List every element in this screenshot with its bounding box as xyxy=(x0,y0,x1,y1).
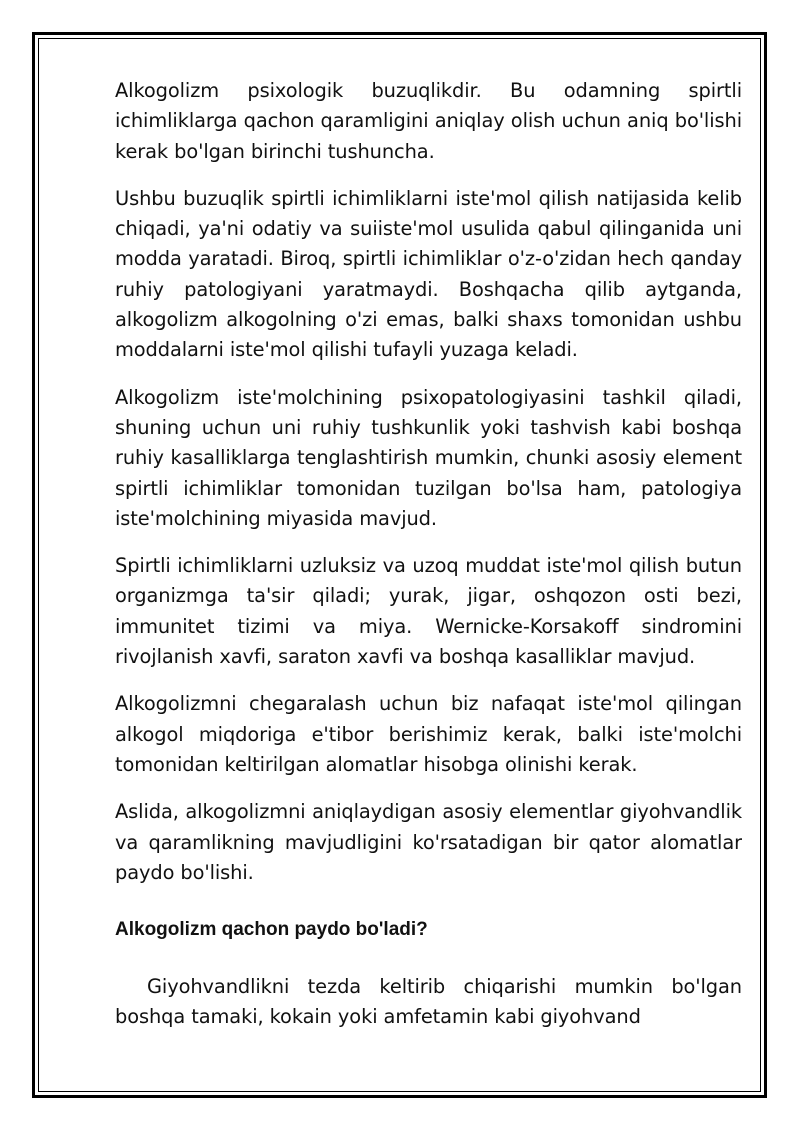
paragraph: Ushbu buzuqlik spirtli ichimliklarni iste'mol qilish natijasida kelib chiqadi, ya'ni odatiy va suiiste'mol usulida qabul qilinganida uni modda yaratadi. Biroq, spirtli ichimliklar o'z-o'zidan hech qanday ruhiy patologiyani yaratmaydi. Boshqacha qilib aytganda, alkogolizm alkogolning o'zi emas, balki shaxs tomonidan ushbu moddalarni iste'mol qilishi tufayli yuzaga keladi. xyxy=(115,186,742,362)
document-body xyxy=(115,76,742,1066)
paragraph: Alkogolizm iste'molchining psixopatologiyasini tashkil qiladi, shuning uchun uni ruhiy tushkunlik yoki tashvish kabi boshqa ruhiy kasalliklarga tenglashtirish mumkin, chunki asosiy element spirtli ichimliklar tomonidan tuzilgan bo'lsa ham, patologiya iste'molchining miyasida mavjud. xyxy=(115,385,742,530)
paragraph: Giyohvandlikni tezda keltirib chiqarishi mumkin bo'lgan boshqa tamaki, kokain yoki amfetamin kabi giyohvand xyxy=(115,975,742,1029)
section-heading: Alkogolizm qachon paydo bo'ladi? xyxy=(115,919,428,941)
paragraph: Alkogolizm psixologik buzuqlikdir. Bu odamning spirtli ichimliklarga qachon qaramligini aniqlay olish uchun aniq bo'lishi kerak bo'lgan birinchi tushuncha. xyxy=(115,79,742,163)
paragraph: Spirtli ichimliklarni uzluksiz va uzoq muddat iste'mol qilish butun organizmga ta'sir qiladi; yurak, jigar, oshqozon osti bezi, immunitet tizimi va miya. Wernicke-Korsakoff sindromini rivojlanish xavfi, saraton xavfi va boshqa kasalliklar mavjud. xyxy=(115,554,742,669)
paragraph: Aslida, alkogolizmni aniqlaydigan asosiy elementlar giyohvandlik va qaramlikning mavjudligini ko'rsatadigan bir qator alomatlar paydo bo'lishi. xyxy=(115,800,742,884)
paragraph: Alkogolizmni chegaralash uchun biz nafaqat iste'mol qilingan alkogol miqdoriga e'tibor berishimiz kerak, balki iste'molchi tomonidan keltirilgan alomatlar hisobga olinishi kerak. xyxy=(115,692,742,776)
